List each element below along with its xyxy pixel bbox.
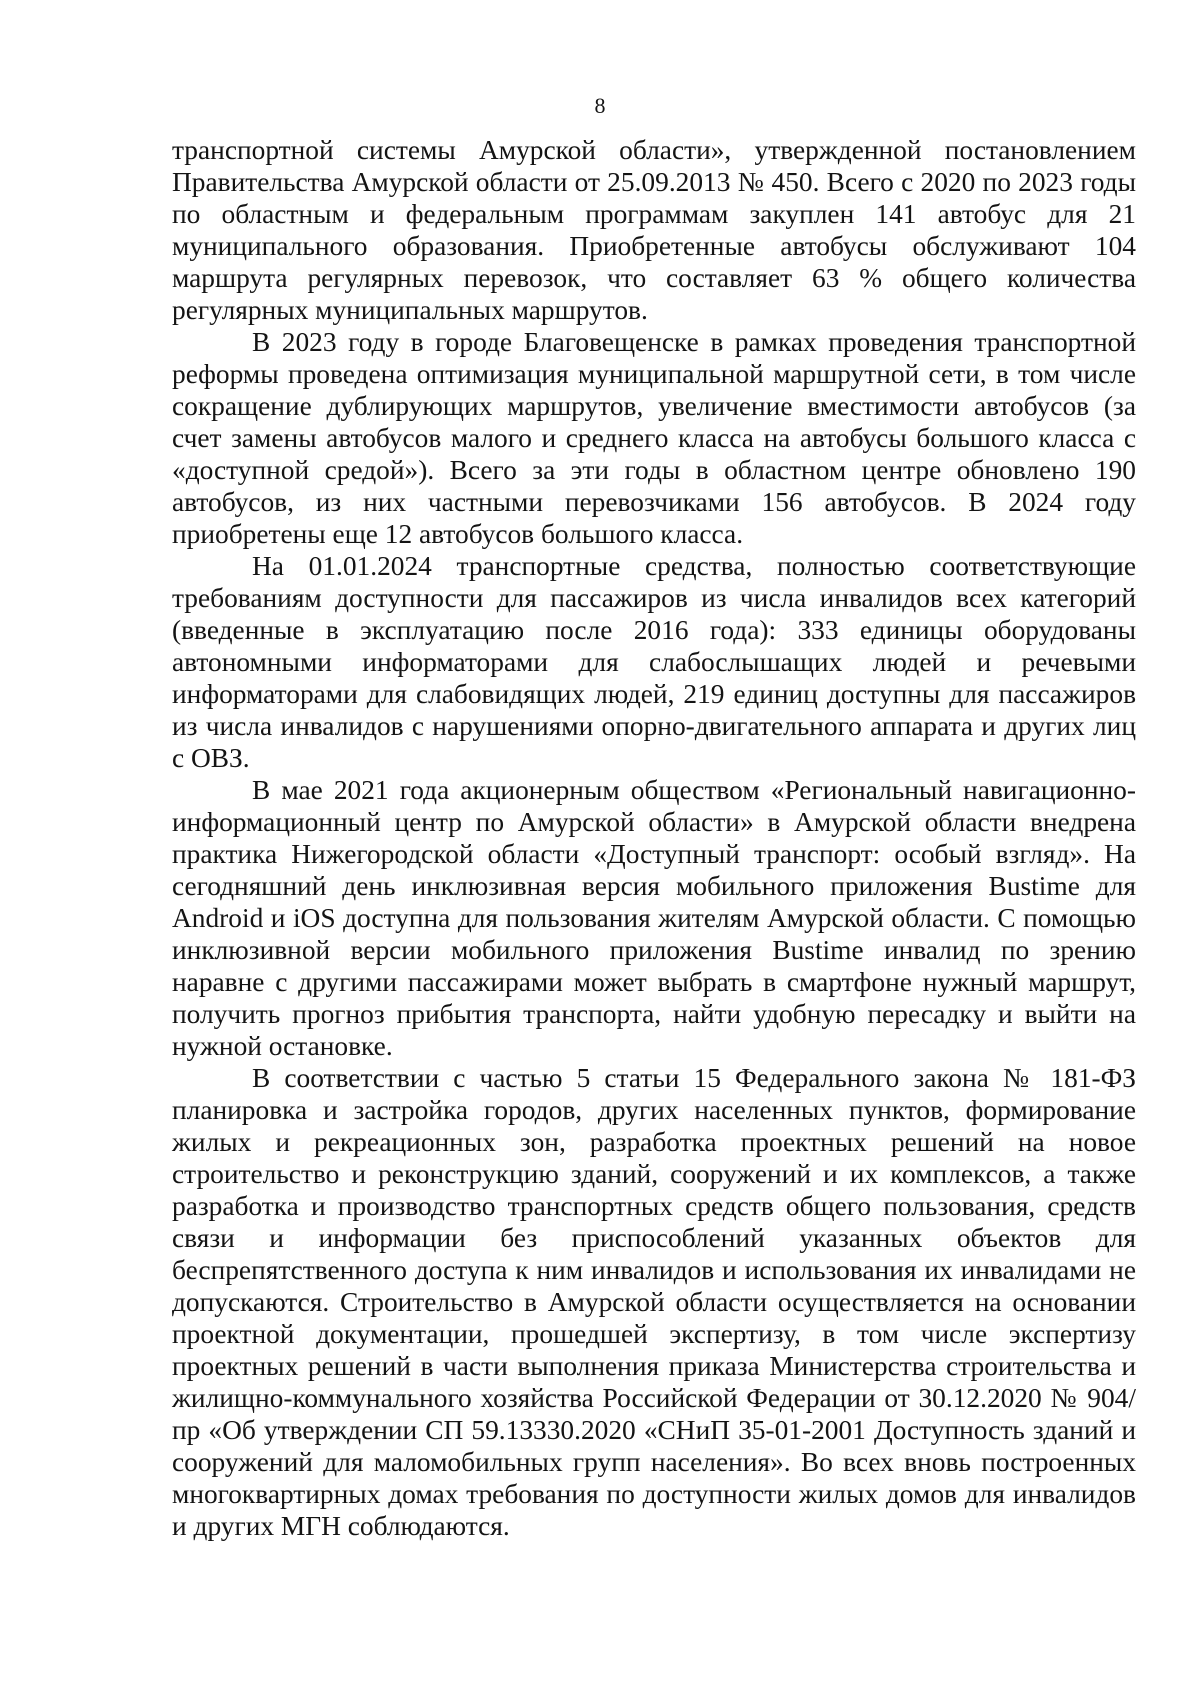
document-body [172,134,1136,1542]
paragraph-transport-system-continuation: транспортной системы Амурской области», утвержденной постановлением Правительства Амурской области от 25.09.2013 № 450. Всего с 2020 по 2023 годы по областным и федеральным программам закуплен 141 автобус для 21 муниципального образования. Приобретенные автобусы обслуживают 104 маршрута регулярных перевозок, что составляет 63 % общего количества регулярных муниципальных маршрутов. [172,135,1136,325]
paragraph-blagoveshchensk-reform: В 2023 году в городе Благовещенске в рамках проведения транспортной реформы проведена оптимизация муниципальной маршрутной сети, в том числе сокращение дублирующих маршрутов, увеличение вместимости автобусов (за счет замены автобусов малого и среднего класса на автобусы большого класса с «доступной средой»). Всего за эти годы в областном центре обновлено 190 автобусов, из них частными перевозчиками 156 автобусов. В 2024 году приобретены еще 12 автобусов большого класса. [172,327,1136,549]
page-number: 8 [594,93,606,118]
paragraph-construction-accessibility: В соответствии с частью 5 статьи 15 Федерального закона № 181-ФЗ планировка и застройка городов, других населенных пунктов, формирование жилых и рекреационных зон, разработка проектных решений на новое строительство и реконструкцию зданий, сооружений и их комплексов, а также разработка и производство транспортных средств общего пользования, средств связи и информации без приспособлений указанных объектов для беспрепятственного доступа к ним инвалидов и использования их инвалидами не допускаются. Строительство в Амурской области осуществляется на основании проектной документации, прошедшей экспертизу, в том числе экспертизу проектных решений в части выполнения приказа Министерства строительства и жилищно-коммунального хозяйства Российской Федерации от 30.12.2020 № 904/пр «Об утверждении СП 59.13330.2020 «СНиП 35-01-2001 Доступность зданий и сооружений для маломобильных групп населения». Во всех вновь построенных многоквартирных домах требования по доступности жилых домов для инвалидов и других МГН соблюдаются. [172,1063,1136,1541]
paragraph-bustime-app: В мае 2021 года акционерным обществом «Региональный навигационно-информационный центр по Амурской области» в Амурской области внедрена практика Нижегородской области «Доступный транспорт: особый взгляд». На сегодняшний день инклюзивная версия мобильного приложения Bustime для Android и iOS доступна для пользования жителям Амурской области. С помощью инклюзивной версии мобильного приложения Bustime инвалид по зрению наравне с другими пассажирами может выбрать в смартфоне нужный маршрут, получить прогноз прибытия транспорта, найти удобную пересадку и выйти на нужной остановке. [172,775,1136,1061]
paragraph-accessible-vehicles: На 01.01.2024 транспортные средства, полностью соответствующие требованиям доступности для пассажиров из числа инвалидов всех категорий (введенные в эксплуатацию после 2016 года): 333 единицы оборудованы автономными информаторами для слабослышащих людей и речевыми информаторами для слабовидящих людей, 219 единиц доступны для пассажиров из числа инвалидов с нарушениями опорно-двигательного аппарата и других лиц с ОВЗ. [172,551,1136,773]
